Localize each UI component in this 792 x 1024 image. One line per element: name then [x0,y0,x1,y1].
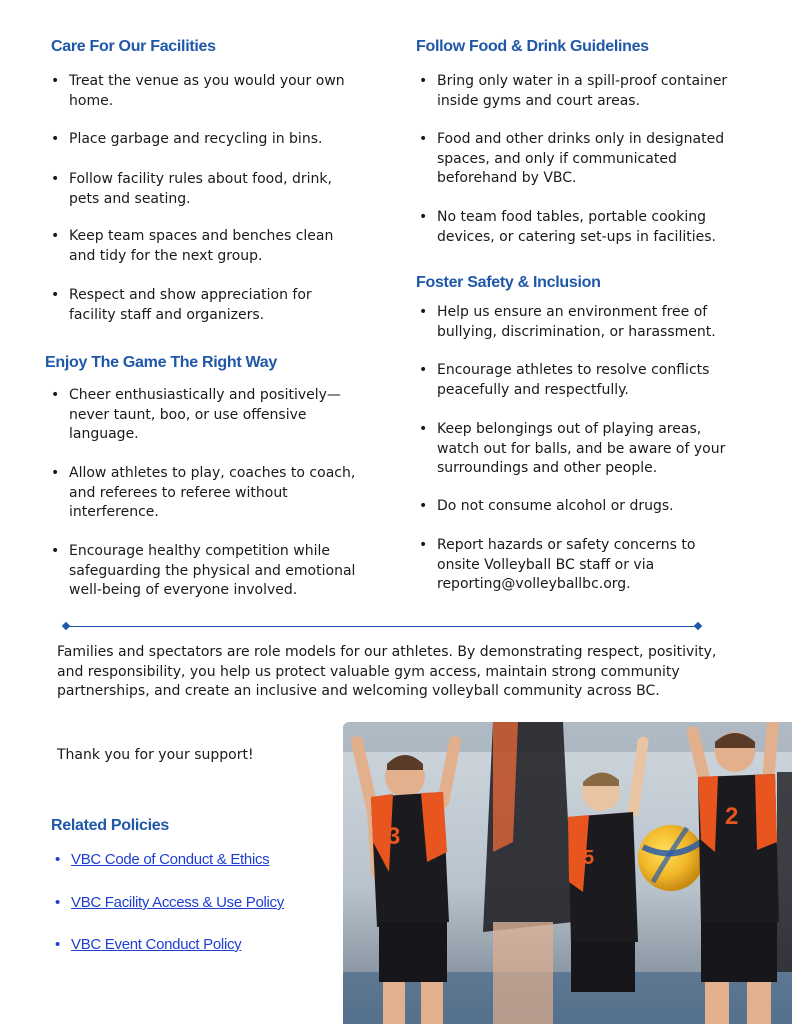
list-item: • Follow facility rules about food, drink, pets and seating. [45,170,359,209]
divider-diamond-icon [694,622,702,630]
list-item: • Do not consume alcohol or drugs. [413,497,737,517]
list-item: • Help us ensure an environment free of bullying, discrimination, or harassment. [413,303,747,342]
list-item: • Respect and show appreciation for facility staff and organizers. [45,286,345,325]
policy-link-item [51,894,284,911]
closing-paragraph: Families and spectators are role models for our athletes. By demonstrating respect, positivity, and responsibility, you help us protect valuable gym access, maintain strong community partnerships, and create an inclusive and welcoming volleyball community across BC. [57,644,717,699]
list-item: • Treat the venue as you would your own home. [45,72,375,111]
section-divider [66,626,698,627]
list-item: • No team food tables, portable cooking devices, or catering set-ups in facilities. [413,208,745,247]
jersey-number: 3 [387,823,401,850]
list-item: • Keep team spaces and benches clean and tidy for the next group. [45,227,359,266]
safety-heading: Foster Safety & Inclusion [416,274,601,291]
policy-link-item [51,936,241,953]
list-item: • Bring only water in a spill-proof container inside gyms and court areas. [413,72,737,111]
volleyball-team-photo [343,722,792,1024]
thanks-text: Thank you for your support! [57,747,254,763]
list-item: • Report hazards or safety concerns to onsite Volleyball BC staff or via reporting@volleyballbc.org. [413,536,737,595]
facility-access-policy-link[interactable]: VBC Facility Access & Use Policy [71,894,284,911]
divider-diamond-icon [62,622,70,630]
list-item: • Keep belongings out of playing areas, watch out for balls, and be aware of your surroundings and other people. [413,420,737,479]
list-item: • Encourage athletes to resolve conflicts peacefully and respectfully. [413,361,737,400]
volleyball-icon [638,825,704,891]
policy-link-item [51,851,269,868]
enjoy-heading: Enjoy The Game The Right Way [45,354,277,371]
list-item: • Cheer enthusiastically and positively—never taunt, boo, or use offensive language. [45,386,361,445]
list-item: • Place garbage and recycling in bins. [45,130,375,150]
event-conduct-policy-link[interactable]: VBC Event Conduct Policy [71,936,242,953]
related-heading: Related Policies [51,817,169,834]
food-heading: Follow Food & Drink Guidelines [416,38,649,55]
list-item: • Food and other drinks only in designated spaces, and only if communicated beforehand by VBC. [413,130,755,189]
jersey-number: 2 [725,803,739,830]
jersey-number: 5 [583,847,595,869]
code-of-conduct-link[interactable]: VBC Code of Conduct & Ethics [71,851,270,868]
list-item: • Allow athletes to play, coaches to coach, and referees to referee without interference. [45,464,379,523]
care-heading: Care For Our Facilities [51,38,216,55]
list-item: • Encourage healthy competition while safeguarding the physical and emotional well-being of everyone involved. [45,542,379,601]
